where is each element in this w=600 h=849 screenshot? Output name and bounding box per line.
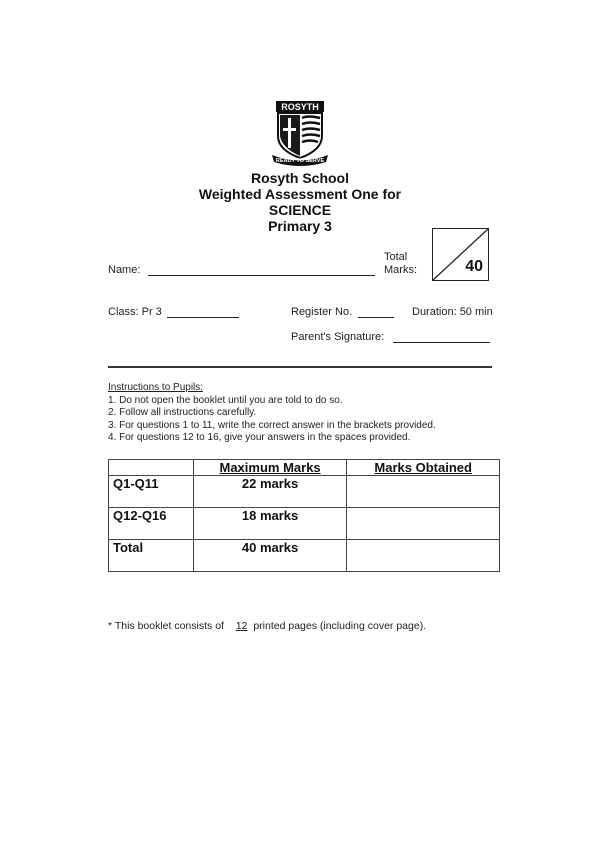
title-block (150, 170, 450, 234)
register-label: Register No. (291, 306, 353, 318)
obtained-marks-cell[interactable] (347, 476, 500, 508)
table-header-blank (109, 460, 194, 476)
instructions (108, 382, 436, 445)
section-cell: Q12-Q16 (109, 508, 194, 540)
class-label: Class: Pr 3 (108, 306, 162, 318)
total-marks-label-1: Total (384, 251, 408, 263)
total-marks-label-2: Marks: (384, 264, 417, 276)
level-title: Primary 3 (268, 218, 332, 234)
instruction-item: 4. For questions 12 to 16, give your answers in the spaces provided. (108, 432, 411, 443)
duration-label: Duration: 50 min (412, 306, 493, 318)
header-obtained-text: Marks Obtained (374, 460, 472, 475)
instruction-item: 2. Follow all instructions carefully. (108, 407, 257, 418)
marks-table (108, 459, 500, 572)
table-header-obtained (347, 460, 500, 476)
max-marks-cell: 18 marks (193, 508, 347, 540)
table-header-max (193, 460, 347, 476)
max-marks-cell: 40 marks (193, 540, 347, 572)
footnote-suffix: printed pages (including cover page). (253, 620, 427, 632)
total-marks-value: 40 (465, 258, 483, 275)
instruction-item: 3. For questions 1 to 11, write the correct answer in the brackets provided. (108, 419, 436, 431)
table-header-row (109, 460, 500, 476)
header-max-text: Maximum Marks (219, 460, 321, 475)
crest-motto-text: READY TO SERVE (275, 158, 325, 164)
obtained-marks-cell[interactable] (347, 540, 500, 572)
table-row (109, 476, 500, 508)
school-name: Rosyth School (250, 170, 349, 186)
section-cell: Q1-Q11 (109, 476, 194, 508)
subject-title: SCIENCE (268, 202, 332, 218)
total-marks-box (432, 228, 489, 281)
assessment-title: Weighted Assessment One for (198, 186, 402, 202)
table-row (109, 540, 500, 572)
class-field[interactable] (167, 317, 239, 318)
parent-signature-field[interactable] (393, 342, 490, 343)
register-field[interactable] (358, 317, 394, 318)
page-count: 12 (235, 620, 248, 632)
instructions-heading: Instructions to Pupils: (108, 382, 204, 393)
crest-icon (270, 100, 330, 166)
table-row (109, 508, 500, 540)
obtained-marks-cell[interactable] (347, 508, 500, 540)
instruction-item: 1. Do not open the booklet until you are told to do so. (108, 394, 343, 406)
footnote-prefix: * This booklet consists of (108, 620, 224, 632)
name-label: Name: (108, 264, 141, 276)
section-cell: Total (109, 540, 194, 572)
crest-banner-text: ROSYTH (281, 102, 319, 112)
max-marks-cell: 22 marks (193, 476, 347, 508)
parent-signature-label: Parent's Signature: (291, 331, 385, 343)
name-field[interactable] (148, 275, 375, 276)
footnote (108, 620, 426, 632)
section-divider (108, 366, 492, 368)
school-crest-logo (270, 100, 330, 166)
